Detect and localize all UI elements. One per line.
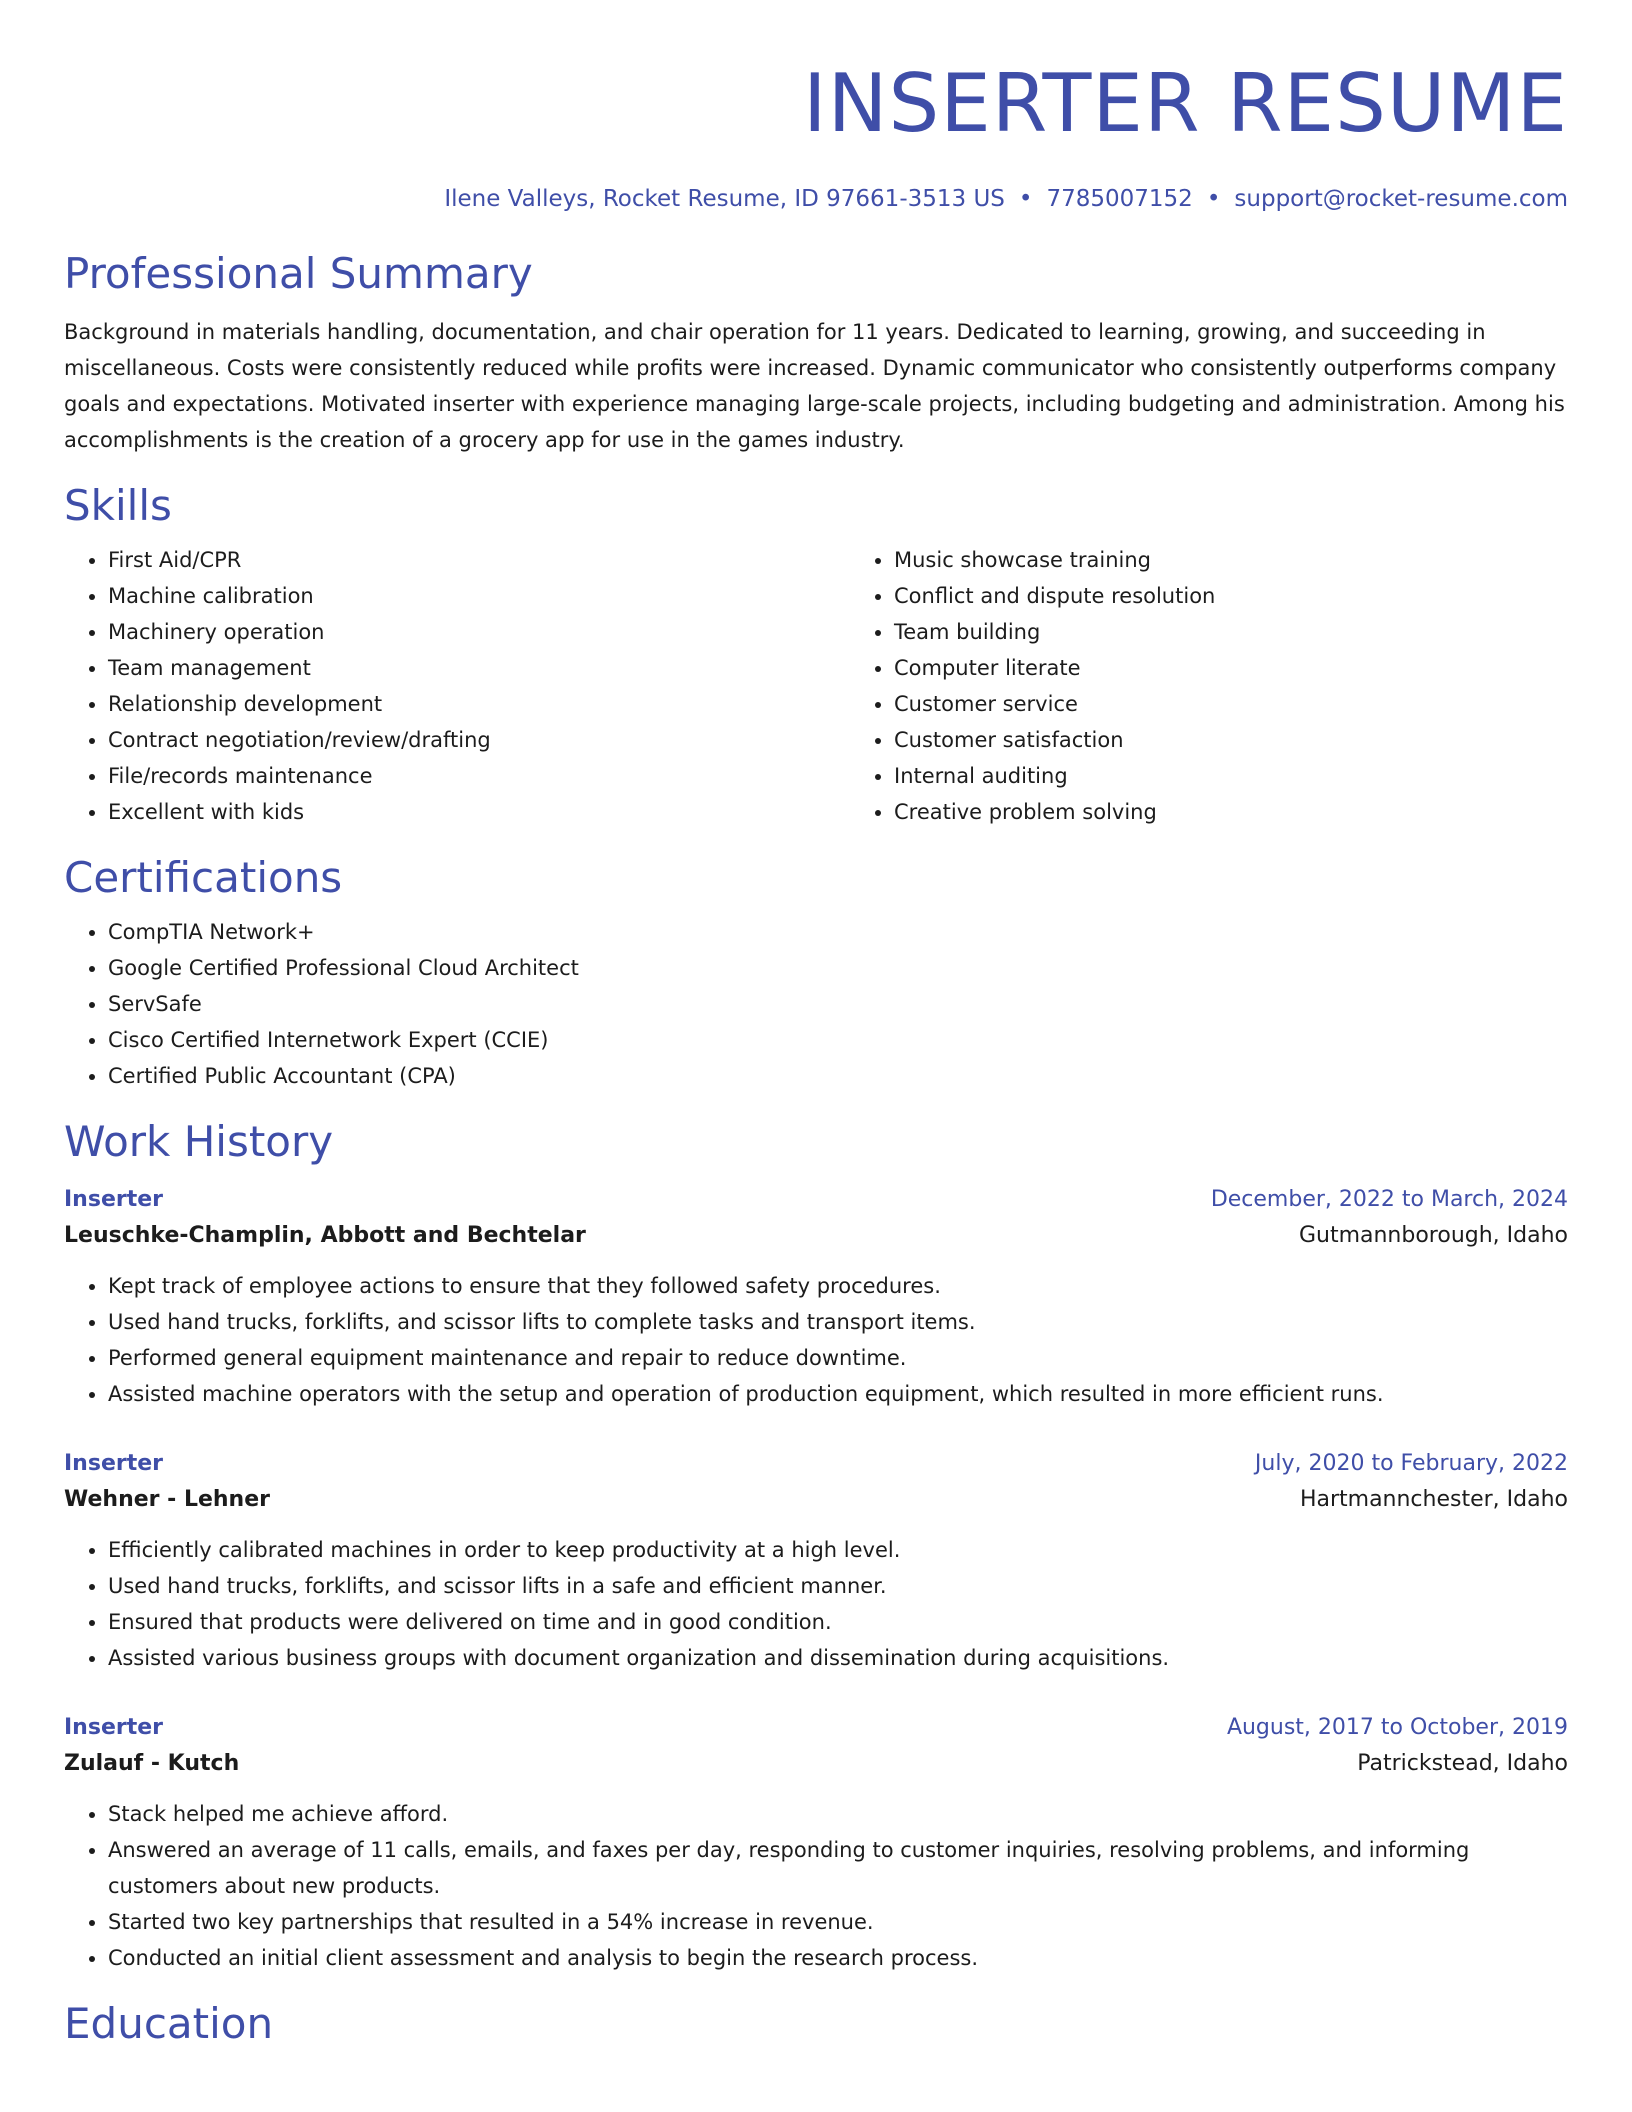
job-bullet: • Ensured that products were delivered on time and in good condition. bbox=[108, 1604, 1568, 1640]
contact-address: Ilene Valleys, Rocket Resume, ID 97661-3513 US bbox=[444, 186, 1005, 212]
certifications-section bbox=[64, 852, 1568, 1094]
job-location: Gutmannborough, Idaho bbox=[1298, 1223, 1568, 1248]
certification-item: • Cisco Certified Internetwork Expert (CCIE) bbox=[108, 1022, 1568, 1058]
job-dates: July, 2020 to February, 2022 bbox=[1254, 1451, 1568, 1476]
job-bullet: • Used hand trucks, forklifts, and scissor lifts to complete tasks and transport items. bbox=[108, 1304, 1568, 1340]
work-history-heading: Work History bbox=[64, 1117, 334, 1166]
job-dates: December, 2022 to March, 2024 bbox=[1210, 1187, 1568, 1212]
job-bullets bbox=[64, 1796, 1568, 1976]
job-entry bbox=[64, 1182, 1568, 1412]
job-bullet: • Stack helped me achieve afford. bbox=[108, 1796, 1568, 1832]
skill-item: • Computer literate bbox=[894, 650, 1632, 686]
summary-section bbox=[64, 248, 1568, 458]
job-title: Inserter bbox=[64, 1187, 163, 1212]
skill-item: • Conflict and dispute resolution bbox=[894, 578, 1632, 614]
job-bullet: • Conducted an initial client assessment and analysis to begin the research process. bbox=[108, 1940, 1568, 1976]
resume-title: INSERTER RESUME bbox=[803, 57, 1568, 150]
work-history-section bbox=[64, 1116, 1568, 1976]
skill-item: • First Aid/CPR bbox=[108, 542, 850, 578]
contact-separator: • bbox=[1018, 186, 1033, 212]
education-heading: Education bbox=[64, 1999, 274, 2048]
job-bullet: • Efficiently calibrated machines in order to keep productivity at a high level. bbox=[108, 1532, 1568, 1568]
certification-item: • CompTIA Network+ bbox=[108, 914, 1568, 950]
job-title-row bbox=[64, 1710, 1568, 1746]
job-bullet: • Kept track of employee actions to ensure that they followed safety procedures. bbox=[108, 1268, 1568, 1304]
job-employer-row bbox=[64, 1218, 1568, 1254]
job-title-row bbox=[64, 1182, 1568, 1218]
job-title: Inserter bbox=[64, 1715, 163, 1740]
job-bullet: • Used hand trucks, forklifts, and scissor lifts in a safe and efficient manner. bbox=[108, 1568, 1568, 1604]
job-employer-row bbox=[64, 1746, 1568, 1782]
job-bullet: • Assisted various business groups with document organization and dissemination during acquisitions. bbox=[108, 1640, 1568, 1676]
job-dates: August, 2017 to October, 2019 bbox=[1226, 1715, 1568, 1740]
skill-item: • Internal auditing bbox=[894, 758, 1632, 794]
job-bullet: • Performed general equipment maintenance and repair to reduce downtime. bbox=[108, 1340, 1568, 1376]
skill-item: • Customer satisfaction bbox=[894, 722, 1632, 758]
job-entry bbox=[64, 1710, 1568, 1976]
skills-section bbox=[64, 480, 1568, 830]
contact-line bbox=[64, 184, 1568, 214]
contact-email: support@rocket-resume.com bbox=[1234, 186, 1568, 212]
job-bullets bbox=[64, 1532, 1568, 1676]
skills-heading: Skills bbox=[64, 481, 172, 530]
job-bullet: • Answered an average of 11 calls, emails, and faxes per day, responding to customer inquiries, resolving problems, and informing customers about new products. bbox=[108, 1832, 1568, 1904]
skill-item: • Relationship development bbox=[108, 686, 850, 722]
skill-item: • Team building bbox=[894, 614, 1632, 650]
job-employer: Zulauf - Kutch bbox=[64, 1751, 240, 1776]
summary-text: Background in materials handling, documentation, and chair operation for 11 years. Dedicated to learning, growing, and succeeding in miscellaneous. Costs were consistently reduced while profits were increased. Dynamic communicator who consistently outperforms company goals and expectations. Motivated inserter with experience managing large-scale projects, including budgeting and administration. Among his accomplishments is the creation of a grocery app for use in the games industry. bbox=[64, 320, 1565, 452]
job-employer: Leuschke-Champlin, Abbott and Bechtelar bbox=[64, 1223, 586, 1248]
skills-list-left bbox=[64, 542, 850, 830]
skill-item: • Creative problem solving bbox=[894, 794, 1632, 830]
job-bullet: • Started two key partnerships that resulted in a 54% increase in revenue. bbox=[108, 1904, 1568, 1940]
job-location: Hartmannchester, Idaho bbox=[1299, 1487, 1568, 1512]
summary-heading: Professional Summary bbox=[64, 249, 533, 298]
skill-item: • Music showcase training bbox=[894, 542, 1632, 578]
job-title: Inserter bbox=[64, 1451, 163, 1476]
skill-item: • Team management bbox=[108, 650, 850, 686]
skill-item: • File/records maintenance bbox=[108, 758, 850, 794]
certification-item: • Google Certified Professional Cloud Architect bbox=[108, 950, 1568, 986]
job-employer-row bbox=[64, 1482, 1568, 1518]
certification-item: • Certified Public Accountant (CPA) bbox=[108, 1058, 1568, 1094]
skill-item: • Machinery operation bbox=[108, 614, 850, 650]
skills-list-right bbox=[850, 542, 1632, 830]
contact-phone: 7785007152 bbox=[1046, 186, 1193, 212]
job-bullets bbox=[64, 1268, 1568, 1412]
job-entry bbox=[64, 1446, 1568, 1676]
job-title-row bbox=[64, 1446, 1568, 1482]
certifications-heading: Certifications bbox=[64, 853, 343, 902]
skill-item: • Contract negotiation/review/drafting bbox=[108, 722, 850, 758]
job-location: Patrickstead, Idaho bbox=[1357, 1751, 1568, 1776]
skill-item: • Excellent with kids bbox=[108, 794, 850, 830]
job-bullet: • Assisted machine operators with the setup and operation of production equipment, which resulted in more efficient runs. bbox=[108, 1376, 1568, 1412]
education-section bbox=[64, 1998, 1568, 2050]
certifications-list bbox=[64, 914, 1568, 1094]
certification-item: • ServSafe bbox=[108, 986, 1568, 1022]
resume-header bbox=[64, 0, 1568, 214]
job-employer: Wehner - Lehner bbox=[64, 1487, 270, 1512]
skill-item: • Customer service bbox=[894, 686, 1632, 722]
contact-separator: • bbox=[1206, 186, 1221, 212]
skill-item: • Machine calibration bbox=[108, 578, 850, 614]
skills-columns bbox=[64, 532, 1568, 830]
